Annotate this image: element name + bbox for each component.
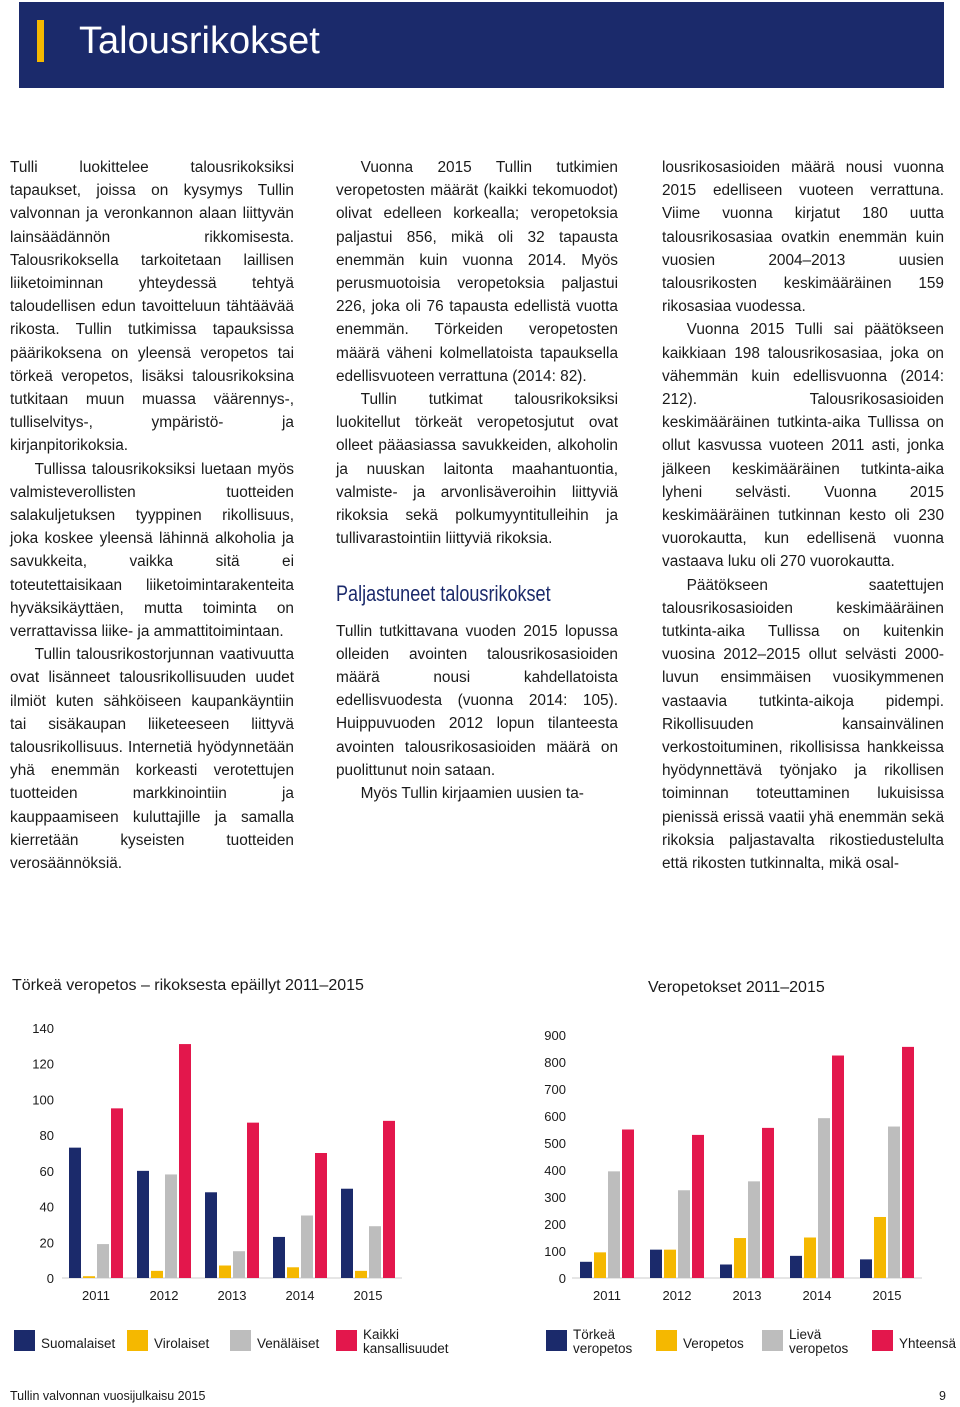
bar-kaikki-kansallisuudet [179, 1044, 191, 1278]
bar-lievä-veropetos [888, 1127, 900, 1278]
y-tick-label: 80 [39, 1128, 54, 1144]
legend-swatch [546, 1330, 567, 1351]
legend-swatch [336, 1330, 357, 1351]
chart-tax-fraud [520, 1020, 940, 1310]
bar-venäläiset [301, 1216, 313, 1279]
y-tick-label: 400 [544, 1163, 566, 1178]
legend-swatch [872, 1330, 893, 1351]
paragraph: Tullin tutkimat talousrikoksiksi luokitellut törkeät veropetosjutut ovat olleet pääasiassa savukkeiden, alkoholin ja nuuskan laitonta maahantuontia, valmiste- ja arvonlisäveroihin liittyviä rikoksia sekä polkumyyntitulleihin ja tullivarastointiin liittyviä rikoksia. [336, 391, 618, 548]
bar-suomalaiset [205, 1192, 217, 1278]
legend-label: Suomalaiset [41, 1336, 116, 1351]
y-tick-label: 40 [39, 1199, 54, 1215]
page-header [19, 2, 944, 88]
paragraph: Tullin talousrikostorjunnan vaativuutta ovat lisänneet talousrikollisuuden uudet ilmiöt kuten sähköiseen kaupankäyntiin tai sisäkaupan liiketeeseen liittyvä talousrikollisuus. Internetiä hyödynnetään yhä enemmän korkeasti verotettujen tuotteiden markkinointiin ja kauppaamiseen kuluttajille ja samalla kierretään kyseisten tuotteiden verosäännöksiä. [10, 646, 294, 873]
y-tick-label: 700 [544, 1082, 566, 1097]
y-tick-label: 300 [544, 1190, 566, 1205]
legend-label: Lievä veropetos [789, 1327, 849, 1356]
bar-yhteensä [762, 1128, 774, 1278]
x-tick-label: 2013 [732, 1288, 762, 1303]
bar-virolaiset [151, 1271, 163, 1278]
bar-kaikki-kansallisuudet [383, 1121, 395, 1278]
x-tick-label: 2012 [662, 1288, 692, 1303]
x-tick-label: 2013 [217, 1288, 247, 1303]
y-tick-label: 0 [46, 1271, 54, 1286]
x-tick-label: 2011 [593, 1288, 621, 1303]
text-column-3 [662, 156, 944, 875]
bar-veropetos [804, 1238, 816, 1279]
bar-venäläiset [97, 1244, 109, 1278]
paragraph: Tullin tutkittavana vuoden 2015 lopussa olleiden avointen talousrikosasioiden määrä nousi kahdellatoista edellisvuodesta (vuonna 2014: 105). Huippuvuoden 2012 lopun tilanteesta avointen talousrikosasioiden määrä on puolittunut noin sataan. [336, 622, 618, 779]
bar-virolaiset [355, 1271, 367, 1278]
text-column-1 [10, 156, 294, 875]
bar-suomalaiset [69, 1148, 81, 1278]
legend-tax-fraud [546, 1326, 956, 1356]
x-tick-label: 2012 [149, 1288, 179, 1303]
paragraph: Myös Tullin kirjaamien uusien ta- [360, 785, 584, 803]
bar-suomalaiset [273, 1237, 285, 1278]
paragraph: Tullissa talousrikoksiksi luetaan myös valmisteverollisten tuotteiden salakuljetuksen tyyppinen rikollisuus, joka koskee yleensä lähinnä alkoholia ja savukkeita, vaikka sitä ei toteutettaisikaan liiketoimintarakenteita hyväksikäyttäen, mutta toiminta on verrattavissa liike- ja ammattitoimintaan. [10, 460, 294, 641]
bar-yhteensä [622, 1130, 634, 1279]
paragraph: Vuonna 2015 Tulli sai päätökseen kaikkiaan 198 talousrikosasiaa, joka on vähemmän kuin edellisvuonna (2014: 212). Talousrikosasioiden keskimääräinen tutkinta-aika Tullissa on ollut kasvussa vuoteen 2011 asti, jonka jälkeen keskimääräinen tutkinta-aika lyheni selvästi. Vuonna 2015 keskimääräinen tutkinnan kesto oli 230 vuorokautta, kun edellisenä vuonna vastaava luku oli 270 vuorokautta. [662, 321, 944, 571]
bar-venäläiset [369, 1226, 381, 1278]
chart-title-suspects: Törkeä veropetos – rikoksesta epäillyt 2011–2015 [12, 977, 364, 994]
footer-text: Tullin valvonnan vuosijulkaisu 2015 [10, 1389, 206, 1403]
x-tick-label: 2015 [872, 1288, 902, 1303]
y-tick-label: 140 [32, 1021, 54, 1036]
x-tick-label: 2014 [285, 1288, 315, 1303]
legend-suspects [14, 1326, 484, 1356]
chart-title-tax-fraud: Veropetokset 2011–2015 [648, 979, 825, 996]
bar-kaikki-kansallisuudet [315, 1153, 327, 1278]
header-accent-bar [37, 20, 44, 62]
legend-swatch [762, 1330, 783, 1351]
x-tick-label: 2015 [353, 1288, 383, 1303]
y-tick-label: 900 [544, 1028, 566, 1043]
paragraph: Vuonna 2015 Tullin tutkimien veropetosten määrät (kaikki tekomuodot) olivat edelleen korkealla; veropetoksia paljastui 856, mikä oli 32 tapausta enemmän kuin vuonna 2014. Myös perusmuotoisia veropetoksia paljastui 226, joka oli 76 tapausta edellistä vuotta enemmän. Törkeiden veropetosten määrä väheni kolmellatoista tapauksella edellisvuoteen verrattuna (2014: 82). [336, 159, 618, 385]
bar-törkeä-veropetos [790, 1256, 802, 1278]
bar-veropetos [874, 1217, 886, 1278]
paragraph: Päätökseen saatettujen talousrikosasioiden keskimääräinen tutkinta-aika Tullissa on kuitenkin vuosina 2012–2015 ollut selvästi 2000-luvun ensimmäisen vuosikymmenen vastaavia tutkinta-aikoja pidempi. Rikollisuuden kansainvälinen verkostoituminen, rikollisissa hankkeissa hyödynnettävä työnjako ja rikollisen toiminnan toteuttaminen lukuisissa pienissä erissä vaatii yhä enemmän sekä rikoksia paljastavalta rikostiedustelulta että rikosten tutkinnalta, mikä osal- [662, 576, 944, 873]
y-tick-label: 20 [39, 1235, 54, 1251]
bar-virolaiset [83, 1276, 95, 1278]
legend-swatch [127, 1330, 148, 1351]
bar-törkeä-veropetos [720, 1265, 732, 1279]
y-tick-label: 200 [544, 1217, 566, 1232]
page-title: Talousrikokset [79, 20, 320, 62]
legend-label: Veropetos [683, 1336, 744, 1351]
x-tick-label: 2011 [82, 1288, 110, 1303]
bar-lievä-veropetos [678, 1190, 690, 1278]
legend-label: Yhteensä [899, 1336, 957, 1351]
bar-suomalaiset [341, 1189, 353, 1278]
bar-veropetos [734, 1238, 746, 1278]
y-tick-label: 60 [39, 1163, 54, 1179]
text-column-2 [336, 156, 618, 805]
legend-swatch [14, 1330, 35, 1351]
page-number: 9 [939, 1389, 946, 1403]
y-tick-label: 120 [32, 1056, 54, 1072]
bar-venäläiset [165, 1174, 177, 1278]
bar-virolaiset [287, 1267, 299, 1278]
bar-yhteensä [692, 1135, 704, 1278]
legend-label: Virolaiset [154, 1336, 210, 1351]
legend-swatch [230, 1330, 251, 1351]
y-tick-label: 100 [32, 1092, 54, 1108]
x-tick-label: 2014 [802, 1288, 832, 1303]
bar-veropetos [594, 1252, 606, 1278]
bar-törkeä-veropetos [860, 1259, 872, 1278]
bar-yhteensä [902, 1047, 914, 1278]
bar-törkeä-veropetos [580, 1262, 592, 1278]
paragraph: lousrikosasioiden määrä nousi vuonna 2015 edelliseen vuoteen verrattuna. Viime vuonna kirjatut 180 uutta talousrikosasiaa ovatkin enemmän kuin vuosien 2004–2013 uusien talousrikosten keskimääräinen 159 rikosasiaa vuodessa. [662, 159, 944, 316]
bar-kaikki-kansallisuudet [111, 1108, 123, 1278]
section-heading: Paljastuneet talousrikokset [336, 581, 551, 607]
bar-lievä-veropetos [748, 1181, 760, 1278]
bar-törkeä-veropetos [650, 1250, 662, 1278]
paragraph: Tulli luokittelee talousrikoksiksi tapaukset, joissa on kysymys Tullin valvonnan ja veronkannon alaan liittyvän lainsäädännön rikkomisesta. Talousrikoksella tarkoitetaan laillisen liiketoiminnan yhteydessä tehtyä taloudellisen edun tavoitteluun tähtäävää rikosta. Tullin tutkimissa tapauksissa päärikoksena on yleensä veropetos tai törkeä veropetos, lisäksi talousrikoksina tutkitaan muun muassa väärennys-, tulliselvitys-, ympäristö- ja kirjanpitorikoksia. [10, 159, 294, 455]
legend-label: Kaikki kansallisuudet [363, 1327, 449, 1356]
y-tick-label: 0 [558, 1271, 566, 1286]
bar-lievä-veropetos [818, 1118, 830, 1278]
chart-suspects [0, 1020, 420, 1310]
bar-veropetos [664, 1250, 676, 1278]
bar-yhteensä [832, 1056, 844, 1278]
bar-venäläiset [233, 1251, 245, 1278]
legend-swatch [656, 1330, 677, 1351]
legend-label: Törkeä veropetos [573, 1327, 633, 1356]
bar-lievä-veropetos [608, 1171, 620, 1278]
y-tick-label: 600 [544, 1109, 566, 1124]
y-tick-label: 500 [544, 1136, 566, 1151]
bar-virolaiset [219, 1266, 231, 1279]
y-tick-label: 100 [544, 1244, 566, 1259]
y-tick-label: 800 [544, 1055, 566, 1070]
bar-kaikki-kansallisuudet [247, 1123, 259, 1278]
legend-label: Venäläiset [257, 1336, 320, 1351]
bar-suomalaiset [137, 1171, 149, 1278]
